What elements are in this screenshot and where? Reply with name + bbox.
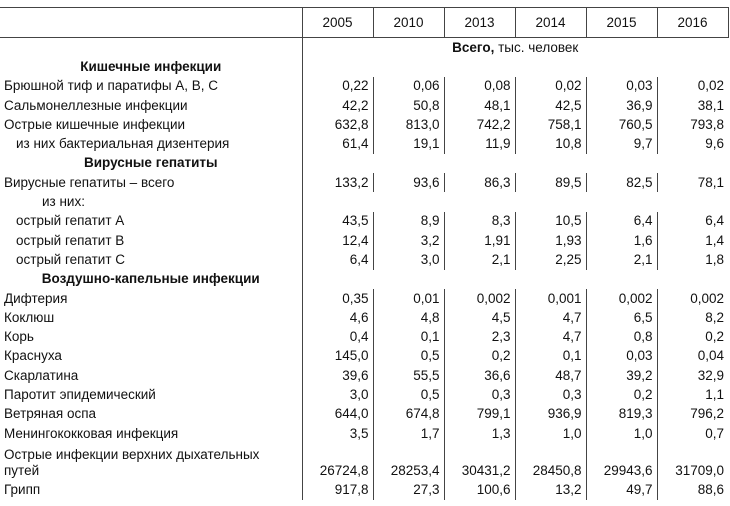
- value-cell: 36,6: [444, 366, 515, 385]
- value-cell: 48,7: [515, 366, 586, 385]
- value-cell: 61,4: [302, 134, 373, 153]
- table-row: [0, 424, 728, 443]
- value-cell: 0,03: [586, 347, 657, 366]
- value-cell: 48,1: [444, 96, 515, 115]
- value-cell: 1,93: [515, 231, 586, 250]
- value-cell: 3,0: [373, 250, 444, 269]
- value-cell: 100,6: [444, 480, 515, 499]
- row-label: Острые инфекции верхних дыхательных путей: [4, 447, 260, 479]
- value-cell: 26724,8: [302, 443, 373, 480]
- value-cell: 1,1: [657, 385, 728, 404]
- value-cell: 819,3: [586, 405, 657, 424]
- value-cell: 799,1: [444, 405, 515, 424]
- value-cell: 1,0: [515, 424, 586, 443]
- row-label: острый гепатит С: [16, 251, 126, 267]
- value-cell: 3,2: [373, 231, 444, 250]
- table-row: [0, 327, 728, 346]
- table-row: [0, 192, 728, 211]
- value-cell: 2,1: [444, 250, 515, 269]
- infections-table: [0, 7, 729, 500]
- year-header-2016: 2016: [657, 8, 728, 38]
- value-cell: 0,3: [444, 385, 515, 404]
- value-cell: 1,0: [586, 424, 657, 443]
- row-label: Ветряная оспа: [4, 406, 97, 422]
- value-cell: 758,1: [515, 115, 586, 134]
- value-cell: 4,6: [302, 308, 373, 327]
- value-cell: 0,08: [444, 77, 515, 96]
- value-cell: 39,2: [586, 366, 657, 385]
- year-header-2013: 2013: [444, 8, 515, 38]
- value-cell: 0,2: [586, 385, 657, 404]
- value-cell: 1,91: [444, 231, 515, 250]
- row-label: Вирусные гепатиты – всего: [4, 174, 175, 190]
- value-cell: 0,2: [657, 327, 728, 346]
- value-cell: 0,002: [444, 289, 515, 308]
- value-cell: 4,7: [515, 308, 586, 327]
- value-cell: 50,8: [373, 96, 444, 115]
- value-cell: 813,0: [373, 115, 444, 134]
- value-cell: 644,0: [302, 405, 373, 424]
- value-cell: 0,01: [373, 289, 444, 308]
- value-cell: 6,4: [302, 250, 373, 269]
- value-cell: 4,7: [515, 327, 586, 346]
- table-row: [0, 480, 728, 499]
- value-cell: 88,6: [657, 480, 728, 499]
- row-label: Корь: [4, 329, 34, 345]
- section-title-hepatitis: Вирусные гепатиты: [83, 155, 218, 171]
- value-cell: 1,7: [373, 424, 444, 443]
- value-cell: 10,8: [515, 134, 586, 153]
- value-cell: 0,5: [373, 385, 444, 404]
- value-cell: 11,9: [444, 134, 515, 153]
- table-row: [0, 115, 728, 134]
- section-title-airborne: Воздушно-капельные инфекции: [41, 271, 260, 287]
- value-cell: 0,35: [302, 289, 373, 308]
- row-label: острый гепатит В: [16, 232, 125, 248]
- value-cell: 1,6: [586, 231, 657, 250]
- table-row: [0, 134, 728, 153]
- value-cell: 632,8: [302, 115, 373, 134]
- header-row: [0, 8, 728, 38]
- row-label: Краснуха: [4, 348, 62, 364]
- value-cell: 2,25: [515, 250, 586, 269]
- value-cell: 742,2: [444, 115, 515, 134]
- value-cell: 0,03: [586, 77, 657, 96]
- value-cell: 2,1: [586, 250, 657, 269]
- value-cell: 0,2: [444, 347, 515, 366]
- value-cell: 93,6: [373, 173, 444, 192]
- value-cell: 674,8: [373, 405, 444, 424]
- value-cell: 0,3: [515, 385, 586, 404]
- value-cell: 936,9: [515, 405, 586, 424]
- value-cell: 86,3: [444, 173, 515, 192]
- value-cell: 82,5: [586, 173, 657, 192]
- section-row: [0, 270, 728, 289]
- value-cell: 0,04: [657, 347, 728, 366]
- value-cell: 0,002: [657, 289, 728, 308]
- value-cell: 6,5: [586, 308, 657, 327]
- section-row: [0, 154, 728, 173]
- value-cell: 78,1: [657, 173, 728, 192]
- value-cell: 4,5: [444, 308, 515, 327]
- value-cell: 89,5: [515, 173, 586, 192]
- row-label: острый гепатит А: [16, 213, 125, 229]
- value-cell: 39,6: [302, 366, 373, 385]
- value-cell: 43,5: [302, 212, 373, 231]
- value-cell: 1,4: [657, 231, 728, 250]
- section-title-intestinal: Кишечные инфекции: [80, 58, 222, 74]
- value-cell: 38,1: [657, 96, 728, 115]
- table-row: [0, 173, 728, 192]
- value-cell: 1,8: [657, 250, 728, 269]
- table-row: [0, 77, 728, 96]
- value-cell: 0,8: [586, 327, 657, 346]
- value-cell: 0,002: [586, 289, 657, 308]
- table-row: [0, 250, 728, 269]
- table-row: [0, 347, 728, 366]
- value-cell: 32,9: [657, 366, 728, 385]
- value-cell: 793,8: [657, 115, 728, 134]
- value-cell: 9,6: [657, 134, 728, 153]
- value-cell: 10,5: [515, 212, 586, 231]
- value-cell: 145,0: [302, 347, 373, 366]
- year-header-2010: 2010: [373, 8, 444, 38]
- value-cell: 133,2: [302, 173, 373, 192]
- row-label: Сальмонеллезные инфекции: [4, 97, 188, 113]
- year-header-2005: 2005: [302, 8, 373, 38]
- value-cell: 0,1: [373, 327, 444, 346]
- table-row: [0, 212, 728, 231]
- value-cell: 0,06: [373, 77, 444, 96]
- value-cell: 917,8: [302, 480, 373, 499]
- header-label-cell: [0, 8, 302, 38]
- value-cell: 13,2: [515, 480, 586, 499]
- value-cell: 12,4: [302, 231, 373, 250]
- value-cell: 3,0: [302, 385, 373, 404]
- row-label: Дифтерия: [4, 290, 68, 306]
- value-cell: 0,4: [302, 327, 373, 346]
- value-cell: 49,7: [586, 480, 657, 499]
- value-cell: 28450,8: [515, 443, 586, 480]
- value-cell: 8,9: [373, 212, 444, 231]
- row-label: из них:: [42, 194, 85, 210]
- value-cell: 29943,6: [586, 443, 657, 480]
- value-cell: 796,2: [657, 405, 728, 424]
- value-cell: 6,4: [586, 212, 657, 231]
- value-cell: 42,2: [302, 96, 373, 115]
- row-label: Коклюш: [4, 309, 55, 325]
- value-cell: 36,9: [586, 96, 657, 115]
- table-row: [0, 231, 728, 250]
- table-row: [0, 366, 728, 385]
- value-cell: 9,7: [586, 134, 657, 153]
- table-row: [0, 96, 728, 115]
- year-header-2014: 2014: [515, 8, 586, 38]
- value-cell: 0,001: [515, 289, 586, 308]
- section-row: [0, 57, 728, 76]
- table-row: [0, 443, 728, 480]
- value-cell: 1,3: [444, 424, 515, 443]
- row-label: из них бактериальная дизентерия: [16, 136, 230, 152]
- row-label: Грипп: [4, 481, 41, 497]
- row-label: Скарлатина: [4, 367, 79, 383]
- value-cell: 0,7: [657, 424, 728, 443]
- table-row: [0, 308, 728, 327]
- value-cell: 4,8: [373, 308, 444, 327]
- table-row: [0, 405, 728, 424]
- value-cell: 28253,4: [373, 443, 444, 480]
- table-row: [0, 289, 728, 308]
- value-cell: 8,3: [444, 212, 515, 231]
- value-cell: 31709,0: [657, 443, 728, 480]
- value-cell: 3,5: [302, 424, 373, 443]
- value-cell: 8,2: [657, 308, 728, 327]
- value-cell: 19,1: [373, 134, 444, 153]
- value-cell: 55,5: [373, 366, 444, 385]
- row-label: Менингококковая инфекция: [4, 425, 179, 441]
- row-label: Острые кишечные инфекции: [4, 116, 186, 132]
- value-cell: 0,5: [373, 347, 444, 366]
- value-cell: 0,1: [515, 347, 586, 366]
- row-label: Брюшной тиф и паратифы А, В, С: [4, 78, 219, 94]
- value-cell: 6,4: [657, 212, 728, 231]
- value-cell: 760,5: [586, 115, 657, 134]
- value-cell: 27,3: [373, 480, 444, 499]
- row-label: Паротит эпидемический: [4, 386, 156, 402]
- year-header-2015: 2015: [586, 8, 657, 38]
- value-cell: 0,02: [657, 77, 728, 96]
- value-cell: 0,02: [515, 77, 586, 96]
- value-cell: 0,22: [302, 77, 373, 96]
- value-cell: 42,5: [515, 96, 586, 115]
- units-caption: Всего, тыс. человек: [302, 38, 728, 58]
- value-cell: 2,3: [444, 327, 515, 346]
- table-row: [0, 385, 728, 404]
- value-cell: 30431,2: [444, 443, 515, 480]
- units-row: [0, 38, 728, 58]
